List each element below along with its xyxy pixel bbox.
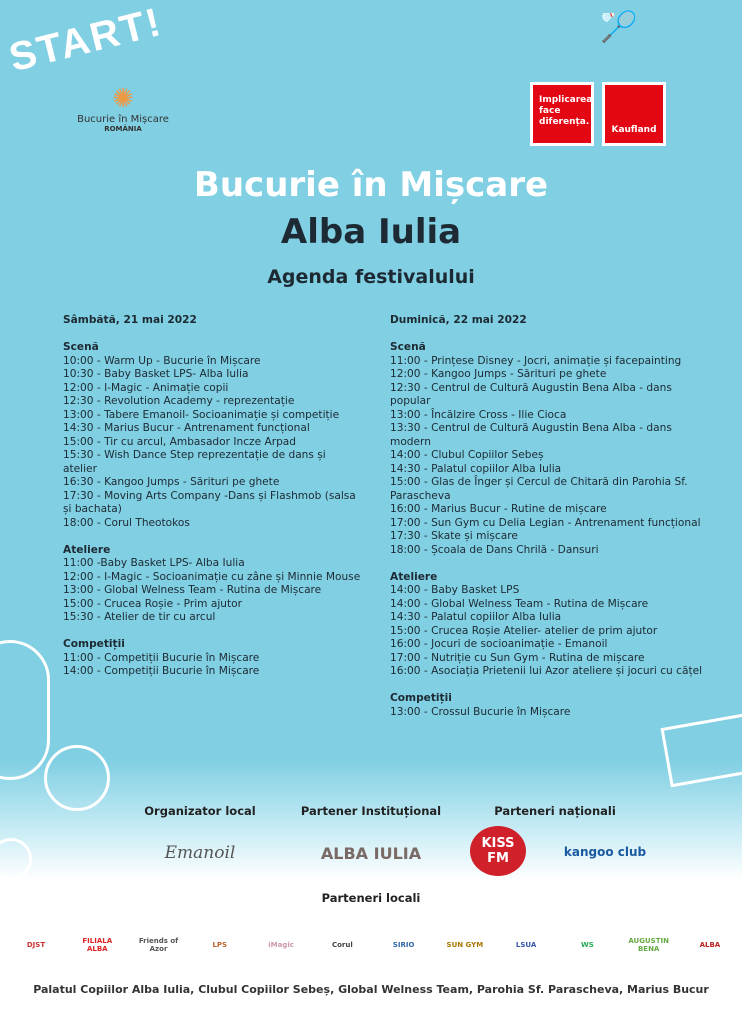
local-partner-logo: LPS [212, 941, 228, 949]
agenda-item: 16:00 - Asociația Prietenii lui Azor ateliere și jocuri cu cățel [390, 665, 703, 677]
agenda-item: 11:00 - Prințese Disney - Jocri, animație și facepainting [390, 354, 682, 367]
local-partners-title: Parteneri locali [321, 891, 421, 905]
section-heading: Competiții [390, 692, 452, 704]
ball-decoration-icon [0, 640, 50, 780]
logo-country: ROMÂNIA [104, 125, 142, 133]
local-partner-logo: Friends of Azor [138, 937, 179, 953]
agenda-item: 14:00 - Clubul Copiilor Sebeș [390, 449, 544, 461]
emanoil-logo: Emanoil [164, 843, 236, 863]
agenda-item: 13:00 - Crossul Bucurie în Mișcare [390, 705, 571, 718]
agenda-item: 15:00 - Crucea Roșie Atelier- atelier de prim ajutor [390, 624, 658, 637]
agenda-item: 12:00 - I-Magic - Socioanimație cu zâne și Minnie Mouse [63, 570, 361, 583]
agenda-item: 14:00 - Baby Basket LPS [390, 584, 520, 596]
agenda-item: 12:30 - Revolution Academy - reprezentație [63, 395, 295, 407]
local-partner-logo: LSUA [515, 941, 537, 949]
agenda-item: 17:00 - Sun Gym cu Delia Legian - Antrenament funcțional [390, 516, 701, 529]
city-title: Alba Iulia [280, 212, 462, 252]
agenda-item: 15:00 - Tir cu arcul, Ambasador Incze Arpad [63, 435, 297, 448]
agenda-item: 12:00 - Kangoo Jumps - Sărituri pe ghete [390, 368, 607, 380]
spacer [390, 328, 705, 342]
local-partner-logo: iMagic [268, 941, 294, 949]
agenda-item: 17:00 - Nutriție cu Sun Gym - Rutina de mișcare [390, 651, 645, 664]
spacer [63, 530, 363, 544]
spacer [390, 557, 705, 571]
logo-name: Bucurie în Mișcare [77, 114, 169, 125]
agenda-item: 13:00 - Tabere Emanoil- Socioanimație și competiție [63, 408, 340, 421]
agenda-item: 13:30 - Centrul de Cultură Augustin Bena Alba - dans modern [390, 422, 672, 448]
local-partner-logo: FILIALA ALBA [82, 937, 113, 953]
section-heading: Ateliere [390, 570, 438, 583]
institutional-title: Partener Instituțional [300, 804, 442, 818]
agenda-item: 16:00 - Marius Bucur - Rutine de mișcare [390, 503, 607, 515]
agenda-item: 11:00 - Competiții Bucurie în Mișcare [63, 651, 260, 664]
day-heading: Duminică, 22 mai 2022 [390, 314, 527, 326]
agenda-item: 10:00 - Warm Up - Bucurie în Mișcare [63, 354, 261, 367]
organizer-title: Organizator local [144, 804, 256, 818]
local-partner-logo: WS [581, 941, 594, 949]
local-partner-logo: Corul [331, 941, 353, 949]
sponsor-slogan: Implicarea face diferența. [530, 82, 594, 146]
agenda-item: 14:00 - Global Welness Team - Rutina de Mișcare [390, 597, 649, 610]
agenda-item: 12:00 - I-Magic - Animație copii [63, 381, 229, 394]
national-title: Parteneri naționali [494, 804, 616, 818]
agenda-item: 13:00 - Global Welness Team - Rutina de Mișcare [63, 584, 322, 596]
section-heading: Scenă [390, 341, 426, 353]
agenda-item: 15:00 - Glas de Înger și Cercul de Chitară din Parohia Sf. Parascheva [390, 476, 688, 502]
agenda-item: 15:30 - Atelier de tir cu arcul [63, 611, 216, 623]
subtitle: Agenda festivalului [267, 266, 475, 288]
agenda-item: 10:30 - Baby Basket LPS- Alba Iulia [63, 368, 249, 380]
local-partner-logo: AUGUSTIN BENA [628, 937, 669, 953]
agenda-item: 12:30 - Centrul de Cultură Augustin Bena Alba - dans popular [390, 381, 672, 407]
section-heading: Competiții [63, 638, 125, 650]
page-title: Bucurie în Mișcare [193, 165, 549, 205]
agenda-item: 16:30 - Kangoo Jumps - Sărituri pe ghete [63, 476, 280, 488]
ball-decoration-icon [0, 838, 32, 880]
agenda-item: 11:00 -Baby Basket LPS- Alba Iulia [63, 557, 245, 569]
agenda-item: 14:30 - Palatul copiilor Alba Iulia [390, 462, 562, 475]
bucurie-logo [68, 84, 178, 133]
agenda-item: 15:00 - Crucea Roșie - Prim ajutor [63, 597, 242, 610]
section-heading: Scenă [63, 341, 99, 353]
agenda-item: 17:30 - Moving Arts Company -Dans și Flashmob (salsa și bachata) [63, 489, 356, 515]
basket-hoop-icon [660, 713, 742, 788]
spacer [63, 328, 363, 342]
sunday-column [390, 314, 705, 719]
agenda-item: 18:00 - Corul Theotokos [63, 516, 190, 529]
local-partner-logo: SIRIO [392, 941, 415, 949]
local-partner-logo: ALBA [699, 941, 721, 949]
agenda-item: 18:00 - Școala de Dans Chrilă - Dansuri [390, 543, 599, 556]
saturday-column [63, 314, 363, 679]
local-partner-logo: DJST [26, 941, 46, 949]
agenda-item: 17:30 - Skate și mișcare [390, 530, 518, 542]
local-partner-logos [12, 920, 734, 970]
shuttlecock-icon: 🏸 [600, 10, 638, 45]
kiss-fm-logo: KISS FM [470, 826, 526, 876]
agenda-item: 14:30 - Palatul copiilor Alba Iulia [390, 611, 562, 623]
day-heading: Sâmbătă, 21 mai 2022 [63, 314, 197, 326]
start-decoration: START! [4, 0, 167, 81]
alba-iulia-logo: ALBA IULIA [320, 843, 422, 863]
section-heading: Ateliere [63, 543, 111, 556]
spacer [63, 625, 363, 639]
agenda-item: 16:00 - Jocuri de socioanimație - Emanoil [390, 638, 608, 650]
kaufland-logo [602, 82, 666, 146]
agenda-item: 15:30 - Wish Dance Step reprezentație de dans și atelier [63, 449, 326, 475]
kangoo-club-logo: kangoo club [563, 845, 647, 859]
kaufland-label: Kaufland [611, 125, 657, 135]
spacer [390, 679, 705, 693]
footer-partners: Palatul Copiilor Alba Iulia, Clubul Copiilor Sebeș, Global Welness Team, Parohia Sf. Parascheva, Marius Bucur [33, 983, 709, 996]
agenda-item: 14:00 - Competiții Bucurie în Mișcare [63, 665, 260, 677]
agenda-item: 13:00 - Încălzire Cross - Ilie Cioca [390, 408, 567, 421]
ball-decoration-icon [44, 745, 110, 811]
agenda-item: 14:30 - Marius Bucur - Antrenament funcțional [63, 422, 310, 434]
people-icon: ✺ [112, 84, 134, 114]
local-partner-logo: SUN GYM [446, 941, 484, 949]
